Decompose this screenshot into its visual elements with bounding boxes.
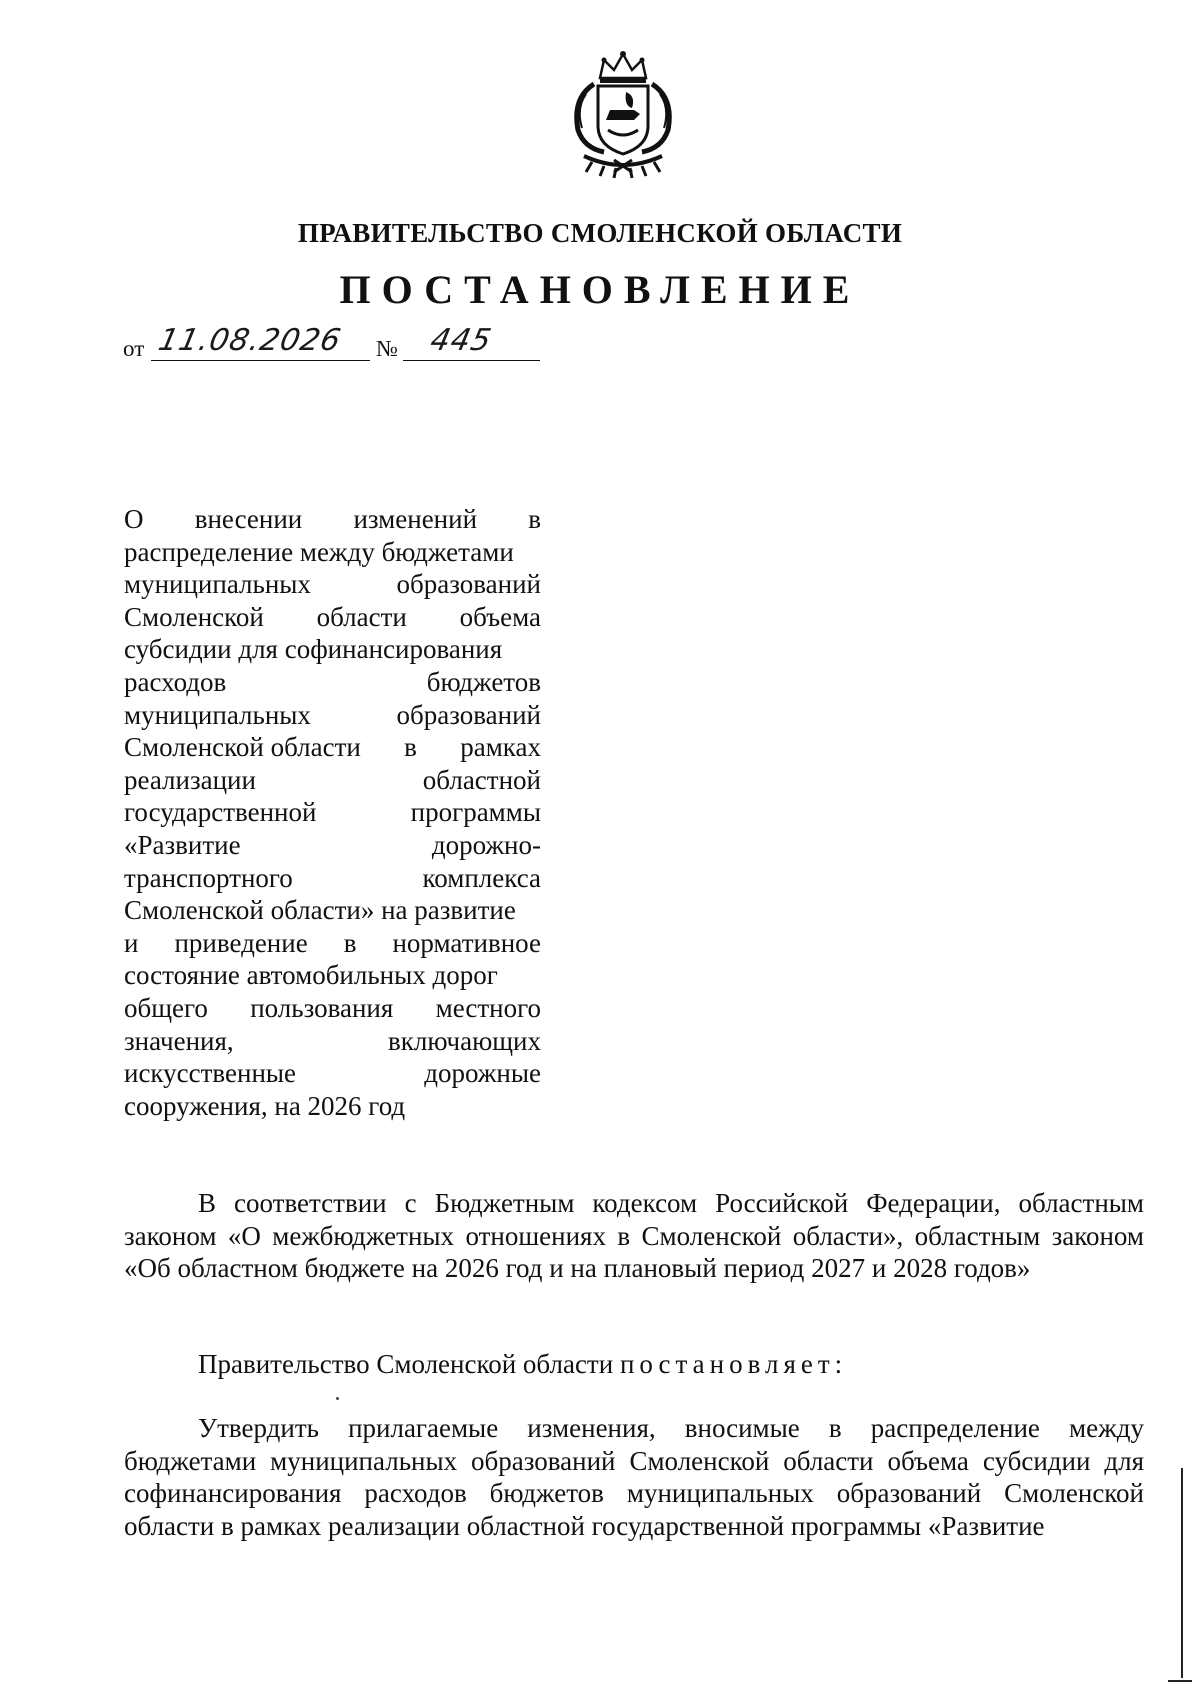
number-prefix: № [376,336,398,361]
subject-word: в [528,504,541,534]
decision-paragraph [124,1412,1144,1542]
subject-line [124,764,541,797]
decision-text: Утвердить прилагаемые изменения, вносимые в распределение между бюджетами муниципальных образований Смоленской области объема субсидии для софинансирования расходов бюджетов муниципальных образований Смоленской области в рамках реализации областной государственной программы «Развитие [124,1413,1144,1541]
subject-word: О [124,504,144,534]
subject-line [124,927,541,960]
subject-line [124,633,541,666]
subject-line [124,666,541,699]
subject-word: пользования [250,992,394,1023]
subject-word: внесении [194,504,303,534]
handwritten-number: 445 [427,323,495,358]
scan-margin-tick [1168,1680,1192,1682]
subject-line [124,796,541,829]
resolution-subject: Правительство Смоленской области [198,1349,614,1379]
subject-word: реализации [124,764,256,795]
subject-line [124,503,541,536]
subject-word: и [124,927,139,958]
preamble-paragraph [124,1187,1144,1285]
scan-speck [336,1397,339,1400]
subject-word: Смоленской области» на развитие [124,895,516,926]
subject-line [124,601,541,634]
subject-word: области [316,601,407,632]
subject-line [124,568,541,601]
subject-word: включающих [388,1025,541,1056]
date-prefix: от [123,336,145,361]
subject-word: «Развитие [124,829,241,860]
resolution-line [124,1348,1144,1381]
subject-word: искусственные [124,1058,297,1089]
document-subject [124,503,541,1122]
subject-line [124,731,541,764]
subject-line [124,1025,541,1058]
subject-word: в [343,927,357,958]
subject-line [124,959,541,992]
subject-line [124,894,541,927]
subject-word: нормативное [392,927,541,958]
subject-word: областной [422,764,541,795]
subject-line [124,862,541,895]
subject-word: состояние автомобильных дорог [124,960,498,991]
subject-word: государственной [124,797,317,828]
subject-word: программы [410,797,541,828]
subject-word: объема [459,601,541,632]
subject-word: расходов [124,666,227,697]
subject-word: дорожные [424,1058,541,1089]
subject-line [124,1057,541,1090]
subject-word: значения, [124,1025,234,1056]
subject-line [124,536,541,569]
preamble-text: В соответствии с Бюджетным кодексом Российской Федерации, областным законом «О межбюджетных отношениях в Смоленской области», областным законом «Об областном бюджете на 2026 год и на плановый период 2027 и 2028 годов» [124,1188,1144,1283]
number-field [403,322,540,361]
subject-word: сооружения, на 2026 год [124,1090,406,1121]
subject-word: распределение между бюджетами [124,536,514,567]
subject-line [124,992,541,1025]
subject-word: приведение [174,927,308,958]
subject-word: дорожно- [431,829,541,860]
subject-word: образований [396,699,541,730]
resolution-verb: постановляет: [619,1349,848,1379]
subject-line [124,699,541,732]
subject-word: общего [124,992,208,1023]
subject-word: Смоленской области [124,732,361,763]
subject-line [124,829,541,862]
subject-word: Смоленской [124,601,264,632]
date-field [151,322,370,361]
subject-word: бюджетов [426,666,541,697]
handwritten-date: 11.08.2026 [155,323,345,358]
subject-word: в [404,732,417,763]
subject-word: рамках [460,732,541,763]
subject-word: комплекса [422,862,541,893]
subject-word: муниципальных [124,699,311,730]
organization-title: ПРАВИТЕЛЬСТВО СМОЛЕНСКОЙ ОБЛАСТИ [297,218,903,248]
scan-margin-line [1181,1468,1183,1678]
subject-word: муниципальных [124,569,311,600]
subject-word: субсидии для софинансирования [124,634,503,665]
subject-word: местного [435,992,541,1023]
date-number-line [123,322,543,362]
subject-word: изменений [353,504,478,534]
document-type-title: ПОСТАНОВЛЕНИЕ [339,267,861,312]
subject-word: транспортного [124,862,293,893]
subject-line [124,1090,541,1123]
coat-of-arms-icon [564,48,682,180]
subject-word: образований [396,569,541,600]
